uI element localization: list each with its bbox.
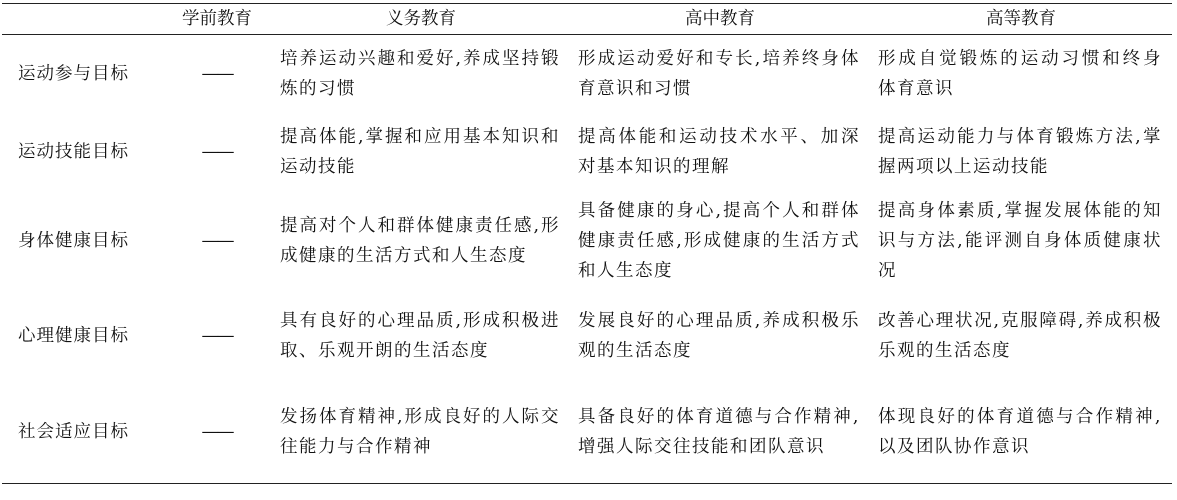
high-school-cell: 提高体能和运动技术水平、加深对基本知识的理解 — [578, 127, 860, 177]
education-goals-table — [2, 3, 1172, 484]
compulsory-cell: 发扬体育精神,形成良好的人际交往能力与合作精神 — [280, 407, 560, 457]
table-header-row — [2, 4, 1172, 35]
row-label: 运动参与目标 — [18, 64, 129, 84]
header-high-school: 高中教育 — [685, 9, 755, 29]
header-corner — [2, 4, 162, 35]
higher-cell: 提高身体素质,掌握发展体能的知识与方法,能评测自身体质健康状况 — [878, 200, 1162, 281]
preschool-cell: —— — [201, 64, 233, 84]
higher-cell: 形成自觉锻炼的运动习惯和终身体育意识 — [878, 49, 1162, 99]
high-school-cell: 具备良好的体育道德与合作精神,增强人际交往技能和团队意识 — [578, 407, 860, 457]
preschool-cell: —— — [201, 422, 233, 442]
preschool-cell: —— — [201, 325, 233, 346]
compulsory-cell: 培养运动兴趣和爱好,养成坚持锻炼的习惯 — [280, 49, 560, 99]
header-higher: 高等教育 — [986, 9, 1056, 29]
preschool-cell: —— — [201, 230, 233, 251]
table-row — [2, 290, 1172, 381]
high-school-cell: 具备健康的身心,提高个人和群体健康责任感,形成健康的生活方式和人生态度 — [578, 200, 860, 281]
table-row — [2, 381, 1172, 484]
preschool-cell: —— — [201, 142, 233, 162]
table-row — [2, 113, 1172, 191]
higher-cell: 体现良好的体育道德与合作精神,以及团队协作意识 — [878, 407, 1162, 457]
compulsory-cell: 具有良好的心理品质,形成积极进取、乐观开朗的生活态度 — [280, 310, 560, 361]
compulsory-cell: 提高体能,掌握和应用基本知识和运动技能 — [280, 127, 560, 177]
high-school-cell: 形成运动爱好和专长,培养终身体育意识和习惯 — [578, 49, 860, 99]
high-school-cell: 发展良好的心理品质,养成积极乐观的生活态度 — [578, 310, 860, 361]
row-label: 身体健康目标 — [18, 230, 129, 251]
higher-cell: 提高运动能力与体育锻炼方法,掌握两项以上运动技能 — [878, 127, 1162, 177]
row-label: 心理健康目标 — [18, 325, 129, 346]
table-row — [2, 35, 1172, 114]
compulsory-cell: 提高对个人和群体健康责任感,形成健康的生活方式和人生态度 — [280, 215, 560, 266]
header-preschool: 学前教育 — [182, 9, 252, 29]
header-compulsory: 义务教育 — [386, 9, 456, 29]
table-row — [2, 191, 1172, 290]
higher-cell: 改善心理状况,克服障碍,养成积极乐观的生活态度 — [878, 310, 1162, 361]
row-label: 运动技能目标 — [18, 142, 129, 162]
row-label: 社会适应目标 — [18, 422, 129, 442]
